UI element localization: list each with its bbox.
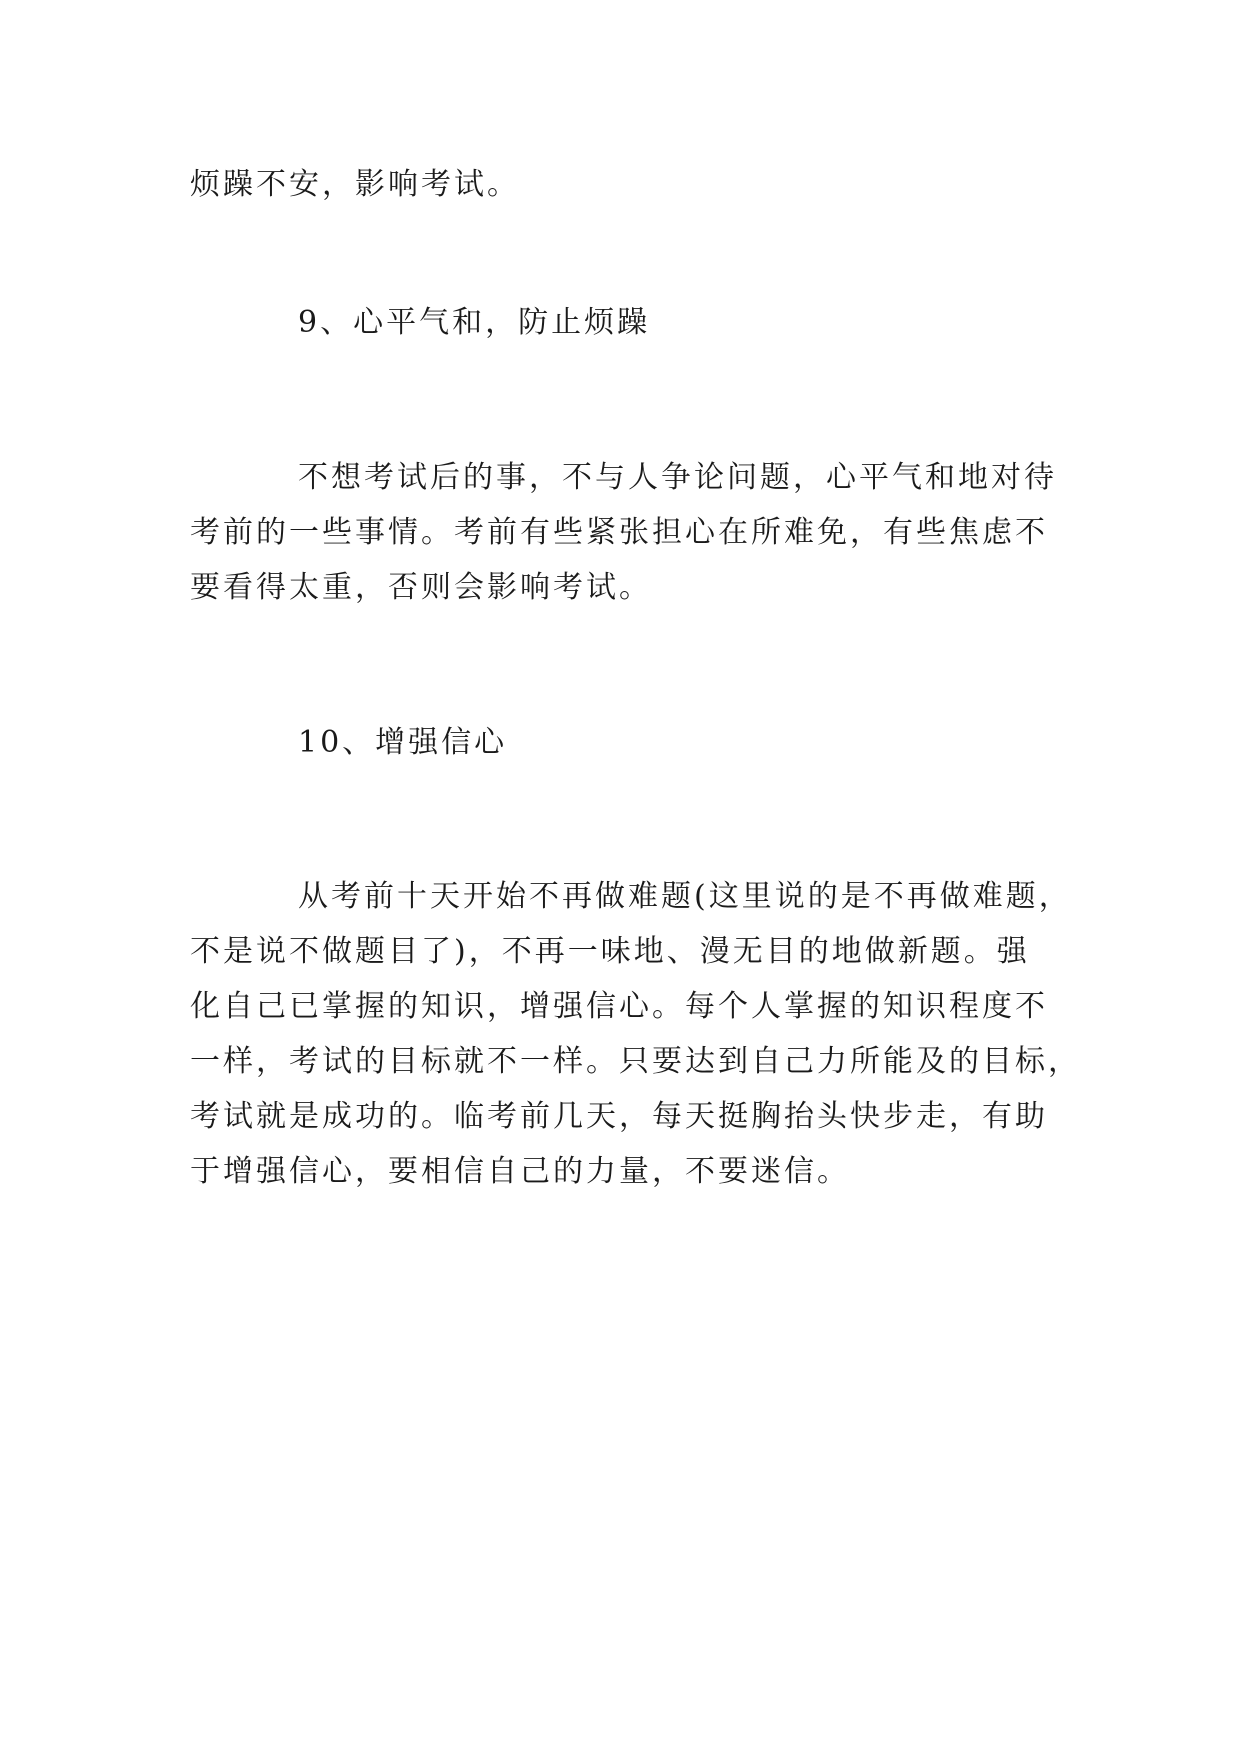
section-9-heading: 9、心平气和，防止烦躁 — [298, 305, 651, 340]
section-10-line-3: 化自己已掌握的知识，增强信心。每个人掌握的知识程度不 — [190, 989, 1048, 1024]
section-9-line-2: 考前的一些事情。考前有些紧张担心在所难免，有些焦虑不 — [190, 515, 1048, 550]
section-10-line-5: 考试就是成功的。临考前几天，每天挺胸抬头快步走，有助 — [190, 1099, 1048, 1134]
section-10-line-4: 一样，考试的目标就不一样。只要达到自己力所能及的目标， — [190, 1044, 1081, 1079]
section-10-line-2: 不是说不做题目了)，不再一味地、漫无目的地做新题。强 — [190, 934, 1030, 969]
section-10-line-6: 于增强信心，要相信自己的力量，不要迷信。 — [190, 1154, 850, 1189]
paragraph-tail-line-1: 烦躁不安，影响考试。 — [190, 167, 520, 202]
section-10-heading: 10、增强信心 — [298, 725, 508, 760]
section-10-line-1: 从考前十天开始不再做难题(这里说的是不再做难题， — [298, 879, 1072, 914]
section-9-line-1: 不想考试后的事，不与人争论问题，心平气和地对待 — [298, 460, 1057, 495]
section-9-line-3: 要看得太重，否则会影响考试。 — [190, 570, 652, 605]
